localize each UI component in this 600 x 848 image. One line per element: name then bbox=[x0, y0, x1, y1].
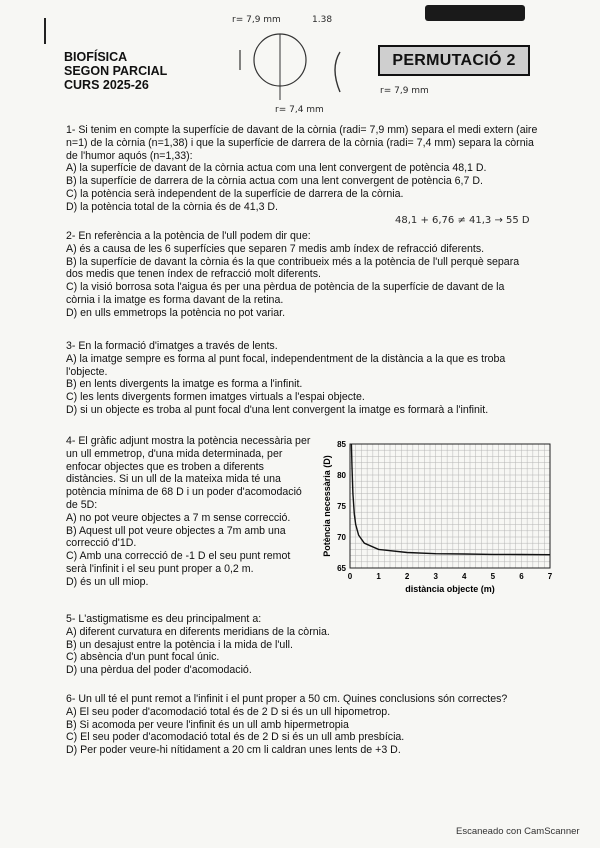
option-b: B) un desajust entre la potència i la mida de l'ull. bbox=[66, 638, 293, 651]
x-tick-label: 0 bbox=[347, 572, 353, 581]
option-b: B) Aquest ull pot veure objectes a 7m amb una correcció d'1D. bbox=[66, 524, 286, 550]
option-a: A) El seu poder d'acomodació total és de 2 D si és un ull hipometrop. bbox=[66, 705, 391, 718]
option-c: C) la potència serà independent de la superfície de darrera de la còrnia. bbox=[66, 187, 404, 200]
x-tick-label: 2 bbox=[404, 572, 410, 581]
option-c: C) Amb una correcció de -1 D el seu punt remot serà l'infinit i el seu punt proper a 0,2 m. bbox=[66, 550, 291, 575]
option-c: C) la visió borrosa sota l'aigua és per una pèrdua de potència de la superfície de davant de la còrnia i la imatge es forma davant de la retina. bbox=[66, 281, 505, 306]
y-axis-label: Potència necessària (D) bbox=[322, 455, 332, 557]
handwritten-radius-1: r= 7,9 mm bbox=[232, 15, 281, 25]
x-tick-label: 7 bbox=[547, 572, 553, 581]
x-tick-label: 1 bbox=[376, 572, 381, 581]
y-tick-label: 70 bbox=[337, 533, 346, 542]
question-stem: 2- En referència a la potència de l'ull podem dir que: bbox=[66, 230, 311, 242]
scanner-footer: Escaneado con CamScanner bbox=[456, 826, 580, 837]
question-stem: 4- El gràfic adjunt mostra la potència necessària per un ull emmetrop, d'una mida determinada, per enfocar objectes que es troben a diferents distàncies. Si un ull de la mateixa mida té una potència mínima de 68 D i un poder d'acomodació de 5D: bbox=[66, 435, 311, 511]
option-b: B) en lents divergents la imatge es forma a l'infinit. bbox=[66, 378, 303, 391]
option-a: A) diferent curvatura en diferents meridians de la còrnia. bbox=[66, 625, 330, 638]
handwritten-index: 1.38 bbox=[312, 15, 333, 25]
course-title: BIOFÍSICA bbox=[64, 50, 128, 64]
option-b: B) la superfície de darrera de la còrnia actua com una lent convergent de potència 6,7 D. bbox=[66, 175, 483, 188]
x-tick-label: 4 bbox=[462, 572, 467, 581]
option-d: D) una pèrdua del poder d'acomodació. bbox=[66, 664, 252, 677]
handwritten-sum: 48,1 + 6,76 ≠ 41,3 → 55 D bbox=[395, 215, 530, 226]
x-axis-label: distància objecte (m) bbox=[405, 584, 495, 594]
question-6 bbox=[66, 693, 556, 757]
option-a: A) la superfície de davant de la còrnia actua com una lent convergent de potència 48,1 D. bbox=[66, 162, 487, 175]
course-header bbox=[64, 50, 167, 92]
question-stem: 5- L'astigmatisme es deu principalment a: bbox=[66, 613, 262, 625]
power-distance-chart bbox=[318, 438, 558, 596]
x-tick-label: 3 bbox=[433, 572, 438, 581]
question-2 bbox=[66, 230, 536, 320]
option-d: D) és un ull miop. bbox=[66, 575, 149, 588]
handwritten-sketch bbox=[222, 20, 362, 110]
option-d: D) en ulls emmetrops la potència no pot variar. bbox=[66, 306, 286, 319]
course-year: CURS 2025-26 bbox=[64, 78, 149, 92]
option-d: D) la potència total de la còrnia és de 41,3 D. bbox=[66, 200, 278, 213]
course-exam: SEGON PARCIAL bbox=[64, 64, 168, 78]
question-stem: 1- Si tenim en compte la superfície de davant de la còrnia (radi= 7,9 mm) separa el medi extern (aire n=1) de la còrnia (n=1,38) i que la superfície de darrera de la còrnia (radi= 7,4 mm) separa la còrnia de l'humor aquós (n=1,33): bbox=[66, 124, 538, 162]
x-tick-label: 5 bbox=[490, 572, 496, 581]
redacted-name bbox=[425, 5, 525, 21]
question-stem: 3- En la formació d'imatges a través de lents. bbox=[66, 340, 278, 352]
series-line bbox=[351, 444, 550, 555]
question-stem: 6- Un ull té el punt remot a l'infinit i el punt proper a 50 cm. Quines conclusions són correctes? bbox=[66, 693, 508, 705]
handwritten-radius-3: r= 7,9 mm bbox=[380, 86, 429, 96]
permutation-badge: PERMUTACIÓ 2 bbox=[378, 45, 530, 76]
y-tick-label: 80 bbox=[337, 471, 346, 480]
chart-svg bbox=[318, 438, 558, 596]
y-tick-label: 85 bbox=[337, 440, 346, 449]
question-5 bbox=[66, 613, 536, 677]
margin-mark bbox=[44, 18, 46, 44]
handwritten-radius-2: r= 7,4 mm bbox=[275, 105, 324, 115]
question-3 bbox=[66, 340, 536, 417]
y-tick-label: 75 bbox=[337, 502, 346, 511]
option-a: A) no pot veure objectes a 7 m sense correcció. bbox=[66, 511, 291, 524]
question-4 bbox=[66, 435, 312, 589]
option-d: D) si un objecte es troba al punt focal d'una lent convergent la imatge es formarà a l'infinit. bbox=[66, 403, 489, 416]
option-a: A) la imatge sempre es forma al punt focal, independentment de la distància a la que es troba l'objecte. bbox=[66, 352, 506, 378]
option-b: B) la superfície de davant la còrnia és la que contribueix més a la potència de l'ull perquè separa dos medis que tenen índex de refracció molt diferents. bbox=[66, 255, 520, 281]
question-1 bbox=[66, 124, 542, 214]
option-c: C) El seu poder d'acomodació total és de 2 D si és un ull amb presbícia. bbox=[66, 731, 405, 744]
x-tick-label: 6 bbox=[519, 572, 524, 581]
option-b: B) Si acomoda per veure l'infinit és un ull amb hipermetropia bbox=[66, 718, 349, 731]
option-a: A) és a causa de les 6 superfícies que separen 7 medis amb índex de refracció diferents. bbox=[66, 242, 485, 255]
option-d: D) Per poder veure-hi nítidament a 20 cm li caldran unes lents de +3 D. bbox=[66, 744, 401, 757]
option-c: C) absència d'un punt focal únic. bbox=[66, 651, 220, 664]
option-c: C) les lents divergents formen imatges virtuals a l'espai objecte. bbox=[66, 391, 365, 404]
y-tick-label: 65 bbox=[337, 564, 346, 573]
